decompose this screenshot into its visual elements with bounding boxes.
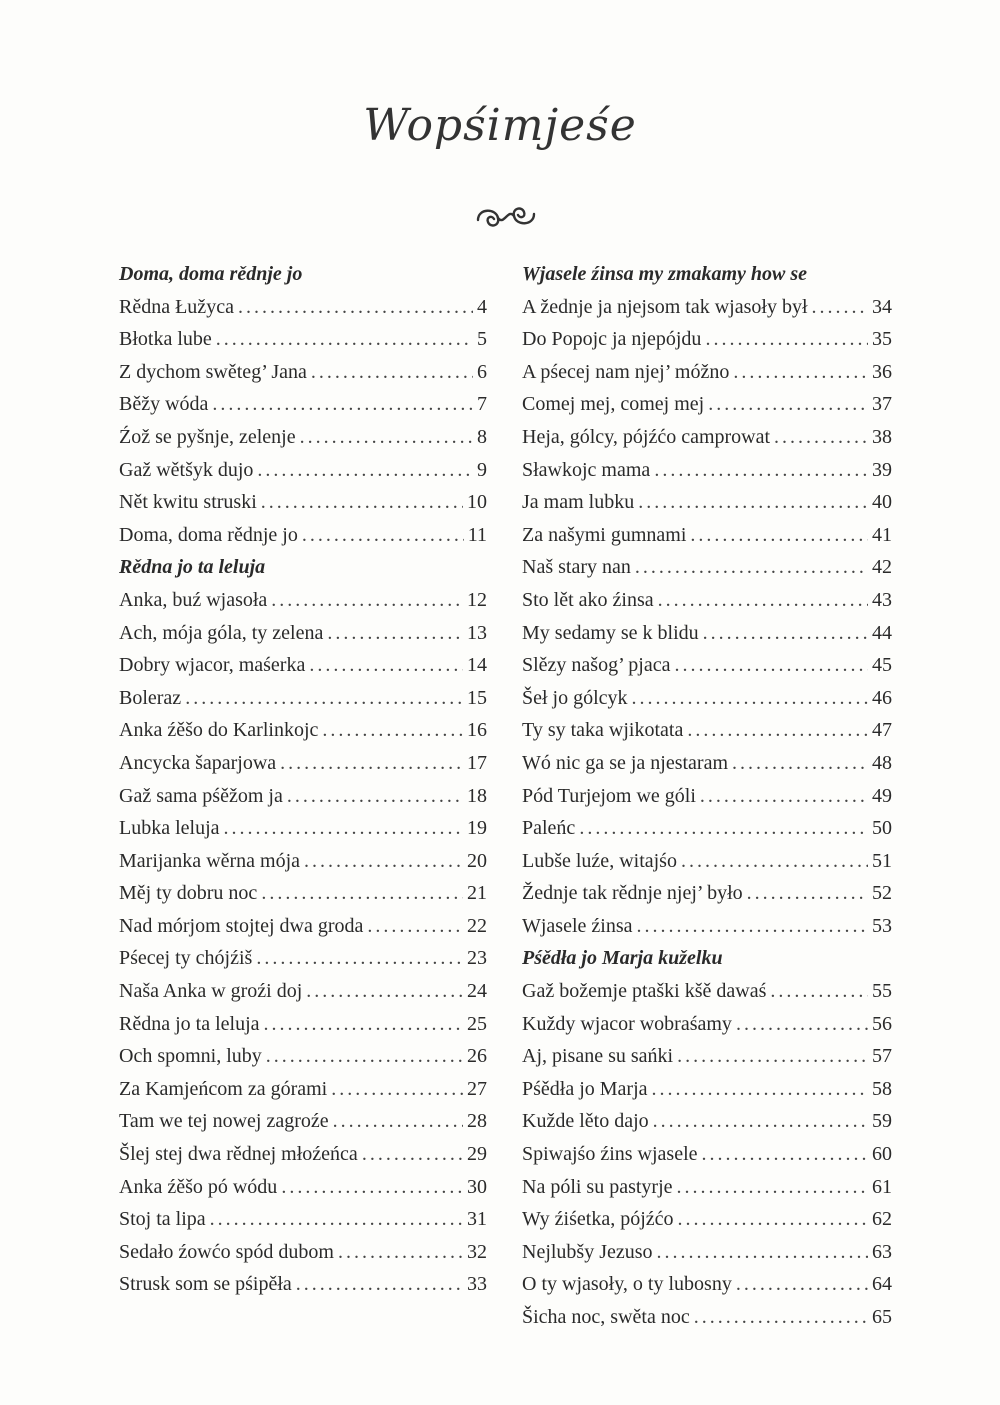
- dot-leader: [309, 649, 463, 682]
- page-number: 48: [872, 751, 892, 774]
- toc-entry[interactable]: [522, 812, 892, 845]
- entry-title: Stoj ta lipa: [119, 1208, 206, 1231]
- entry-title: Marijanka wěrna mója: [119, 849, 301, 872]
- page-number: 46: [872, 686, 892, 709]
- toc-entry[interactable]: [522, 1268, 892, 1301]
- ornament-flourish-icon: [470, 200, 542, 234]
- page-number: 6: [477, 360, 487, 383]
- page-number: 24: [467, 980, 487, 1003]
- toc-entry[interactable]: [119, 910, 487, 943]
- dot-leader: [266, 1040, 463, 1073]
- page-number: 41: [872, 523, 892, 546]
- dot-leader: [635, 551, 868, 584]
- page-number: 13: [467, 621, 487, 644]
- section-heading: Doma, doma rědnje jo: [119, 263, 303, 285]
- toc-entry[interactable]: [119, 617, 487, 650]
- dot-leader: [311, 356, 473, 389]
- page-number: 22: [467, 914, 487, 937]
- dot-leader: [256, 942, 463, 975]
- dot-leader: [677, 1171, 868, 1204]
- entry-title: Ach, mója góla, ty zelena: [119, 621, 324, 644]
- page-number: 21: [467, 882, 487, 905]
- page-number: 37: [872, 393, 892, 416]
- dot-leader: [654, 454, 868, 487]
- page-number: 17: [467, 751, 487, 774]
- toc-entry[interactable]: [119, 1008, 487, 1041]
- page-number: 39: [872, 458, 892, 481]
- entry-title: Wy źiśetka, pójźćo: [522, 1208, 674, 1231]
- dot-leader: [703, 617, 868, 650]
- toc-entry[interactable]: [522, 519, 892, 552]
- page-number: 27: [467, 1077, 487, 1100]
- entry-title: Pód Turjejom we góli: [522, 784, 696, 807]
- toc-entry[interactable]: [119, 1073, 487, 1106]
- page-number: 49: [872, 784, 892, 807]
- toc-entry[interactable]: [522, 486, 892, 519]
- entry-title: Pśecej ty chójźiš: [119, 947, 253, 970]
- toc-entry[interactable]: [522, 975, 892, 1008]
- page-number: 52: [872, 882, 892, 905]
- dot-leader: [322, 714, 463, 747]
- entry-title: Paleńc: [522, 817, 576, 840]
- dot-leader: [287, 780, 463, 813]
- page-number: 50: [872, 817, 892, 840]
- page-number: 64: [872, 1273, 892, 1296]
- toc-entry[interactable]: [522, 291, 892, 324]
- page-number: 59: [872, 1110, 892, 1133]
- dot-leader: [678, 1203, 868, 1236]
- page-number: 12: [467, 588, 487, 611]
- toc-entry[interactable]: [522, 1105, 892, 1138]
- dot-leader: [637, 910, 869, 943]
- page-number: 20: [467, 849, 487, 872]
- toc-entry[interactable]: [522, 454, 892, 487]
- entry-title: Naša Anka w groźi doj: [119, 980, 303, 1003]
- dot-leader: [657, 1236, 868, 1269]
- page-number: 14: [467, 654, 487, 677]
- entry-title: Źož se pyšnje, zelenje: [119, 425, 296, 448]
- dot-leader: [261, 877, 463, 910]
- dot-leader: [690, 519, 868, 552]
- entry-title: Sedało źowćo spód dubom: [119, 1240, 334, 1263]
- entry-title: Za Kamjeńcom za górami: [119, 1077, 328, 1100]
- page-number: 58: [872, 1077, 892, 1100]
- dot-leader: [362, 1138, 463, 1171]
- entry-title: Pśědła jo Marja: [522, 1077, 648, 1100]
- entry-title: Šlej stej dwa rědnej młoźeńca: [119, 1143, 358, 1166]
- entry-title: Slězy našog’ pjaca: [522, 654, 671, 677]
- dot-leader: [304, 845, 463, 878]
- toc-entry[interactable]: [522, 682, 892, 715]
- dot-leader: [812, 291, 869, 324]
- dot-leader: [306, 975, 463, 1008]
- page-number: 61: [872, 1175, 892, 1198]
- toc-entry[interactable]: [522, 1236, 892, 1269]
- dot-leader: [281, 1171, 463, 1204]
- toc-entry[interactable]: [119, 845, 487, 878]
- toc-entry[interactable]: [119, 454, 487, 487]
- section-heading: Wjasele źinsa my zmakamy how se: [522, 263, 808, 285]
- entry-title: Rědna Łužyca: [119, 295, 234, 318]
- page-number: 11: [467, 523, 487, 546]
- page-number: 32: [467, 1240, 487, 1263]
- dot-leader: [677, 1040, 868, 1073]
- dot-leader: [681, 845, 868, 878]
- toc-entry[interactable]: [119, 780, 487, 813]
- page-number: 56: [872, 1012, 892, 1035]
- page-number: 16: [467, 719, 487, 742]
- toc-entry[interactable]: [119, 714, 487, 747]
- entry-title: Na póli su pastyrje: [522, 1175, 673, 1198]
- toc-entry[interactable]: [522, 617, 892, 650]
- toc-entry[interactable]: [119, 1138, 487, 1171]
- page-number: 38: [872, 425, 892, 448]
- entry-title: Doma, doma rědnje jo: [119, 523, 298, 546]
- entry-title: Sto lět ako źinsa: [522, 588, 654, 611]
- dot-leader: [674, 649, 868, 682]
- page-number: 9: [477, 458, 487, 481]
- entry-title: Rědna jo ta leluja: [119, 1012, 260, 1035]
- dot-leader: [185, 682, 463, 715]
- page-number: 30: [467, 1175, 487, 1198]
- entry-title: Z dychom swěteg’ Jana: [119, 360, 307, 383]
- toc-entry[interactable]: [119, 975, 487, 1008]
- page-number: 40: [872, 491, 892, 514]
- toc-entry[interactable]: [119, 812, 487, 845]
- dot-leader: [736, 1008, 868, 1041]
- dot-leader: [296, 1268, 463, 1301]
- toc-entry[interactable]: [522, 1138, 892, 1171]
- dot-leader: [694, 1301, 868, 1334]
- toc-entry[interactable]: [119, 584, 487, 617]
- dot-leader: [705, 323, 868, 356]
- dot-leader: [770, 975, 868, 1008]
- toc-entry[interactable]: [119, 486, 487, 519]
- dot-leader: [216, 323, 473, 356]
- page-number: 4: [477, 295, 487, 318]
- dot-leader: [210, 1203, 463, 1236]
- dot-leader: [732, 747, 868, 780]
- dot-leader: [280, 747, 463, 780]
- page-number: 63: [872, 1240, 892, 1263]
- dot-leader: [687, 714, 868, 747]
- page-number: 31: [467, 1208, 487, 1231]
- page-number: 62: [872, 1208, 892, 1231]
- dot-leader: [367, 910, 463, 943]
- dot-leader: [257, 454, 473, 487]
- entry-title: Naš stary nan: [522, 556, 631, 579]
- section-heading: Pśědła jo Marja kuželku: [522, 947, 723, 970]
- toc-entry[interactable]: [522, 1073, 892, 1106]
- entry-title: O ty wjasoły, o ty lubosny: [522, 1273, 732, 1296]
- dot-leader: [338, 1236, 463, 1269]
- page-number: 19: [467, 817, 487, 840]
- toc-entry[interactable]: [119, 649, 487, 682]
- entry-title: Do Popojc ja njepójdu: [522, 328, 702, 351]
- dot-leader: [774, 421, 868, 454]
- entry-title: Gaž božemje ptaški kšě dawaś: [522, 980, 767, 1003]
- dot-leader: [327, 617, 463, 650]
- toc-entry[interactable]: [522, 714, 892, 747]
- toc-entry[interactable]: [119, 323, 487, 356]
- toc-right-column: [522, 258, 892, 1334]
- page-number: 57: [872, 1045, 892, 1068]
- dot-leader: [652, 1073, 868, 1106]
- page-number: 29: [467, 1143, 487, 1166]
- toc-entry[interactable]: [522, 877, 892, 910]
- dot-leader: [736, 1268, 868, 1301]
- toc-entry[interactable]: [522, 323, 892, 356]
- toc-entry[interactable]: [119, 747, 487, 780]
- toc-entry[interactable]: [119, 421, 487, 454]
- page-number: 15: [467, 686, 487, 709]
- entry-title: Anka źěšo do Karlinkojc: [119, 719, 319, 742]
- entry-title: Boleraz: [119, 686, 182, 709]
- entry-title: My sedamy se k blidu: [522, 621, 699, 644]
- toc-entry[interactable]: [522, 1203, 892, 1236]
- page-number: 25: [467, 1012, 487, 1035]
- page-number: 60: [872, 1143, 892, 1166]
- entry-title: Ty sy taka wjikotata: [522, 719, 684, 742]
- toc-entry[interactable]: [119, 519, 487, 552]
- toc-entry[interactable]: [119, 388, 487, 421]
- page-number: 36: [872, 360, 892, 383]
- page-number: 23: [467, 947, 487, 970]
- page-number: 65: [872, 1306, 892, 1328]
- page-number: 26: [467, 1045, 487, 1068]
- dot-leader: [300, 421, 473, 454]
- toc-entry[interactable]: [522, 747, 892, 780]
- entry-title: Nad mórjom stojtej dwa groda: [119, 914, 364, 937]
- entry-title: Wó nic ga se ja njestaram: [522, 751, 729, 774]
- entry-title: Běžy wóda: [119, 393, 209, 416]
- entry-title: Och spomni, luby: [119, 1045, 262, 1068]
- page-number: 18: [467, 784, 487, 807]
- page-number: 47: [872, 719, 892, 742]
- toc-entry[interactable]: [119, 877, 487, 910]
- entry-title: Heja, gólcy, pójźćo camprowat: [522, 425, 771, 448]
- entry-title: Nejlubšy Jezuso: [522, 1240, 653, 1263]
- entry-title: Nět kwitu struski: [119, 491, 257, 514]
- page-number: 42: [872, 556, 892, 579]
- entry-title: Anka źěšo pó wódu: [119, 1175, 278, 1198]
- page-number: 51: [872, 849, 892, 872]
- entry-title: Ja mam lubku: [522, 491, 635, 514]
- page-number: 8: [477, 425, 487, 448]
- toc-entry[interactable]: [522, 845, 892, 878]
- toc-entry[interactable]: [119, 1105, 487, 1138]
- page-number: 55: [872, 980, 892, 1003]
- toc-entry[interactable]: [522, 649, 892, 682]
- toc-entry[interactable]: [119, 682, 487, 715]
- entry-title: Ancycka šaparjowa: [119, 751, 277, 774]
- dot-leader: [264, 1008, 463, 1041]
- entry-title: Aj, pisane su sańki: [522, 1045, 674, 1068]
- dot-leader: [700, 780, 868, 813]
- dot-leader: [638, 486, 868, 519]
- page-number: 5: [477, 328, 487, 351]
- toc-entry[interactable]: [522, 1171, 892, 1204]
- entry-title: Lubše luźe, witajśo: [522, 849, 677, 872]
- dot-leader: [271, 584, 463, 617]
- entry-title: Gaž sama pśěžom ja: [119, 784, 283, 807]
- dot-leader: [702, 1138, 868, 1171]
- toc-entry[interactable]: [522, 388, 892, 421]
- entry-title: Gaž wětšyk dujo: [119, 458, 254, 481]
- dot-leader: [658, 584, 868, 617]
- page-number: 35: [872, 328, 892, 351]
- toc-entry[interactable]: [522, 584, 892, 617]
- dot-leader: [212, 388, 473, 421]
- toc-entry[interactable]: [119, 1040, 487, 1073]
- entry-title: Błotka lube: [119, 328, 212, 351]
- entry-title: Kužde lěto dajo: [522, 1110, 649, 1133]
- page-number: 7: [477, 393, 487, 416]
- dot-leader: [224, 812, 463, 845]
- toc-entry[interactable]: [119, 356, 487, 389]
- toc-left-column: [119, 258, 487, 1301]
- toc-entry[interactable]: [522, 551, 892, 584]
- toc-entry[interactable]: [522, 780, 892, 813]
- toc-entry[interactable]: [119, 1171, 487, 1204]
- dot-leader: [733, 356, 868, 389]
- toc-entry[interactable]: [119, 942, 487, 975]
- dot-leader: [632, 682, 868, 715]
- dot-leader: [302, 519, 464, 552]
- toc-entry[interactable]: [119, 1268, 487, 1301]
- page-number: 53: [872, 914, 892, 937]
- toc-entry[interactable]: [522, 421, 892, 454]
- entry-title: Šeł jo gólcyk: [522, 686, 628, 709]
- dot-leader: [708, 388, 868, 421]
- page-number: 33: [467, 1273, 487, 1296]
- page-number: 45: [872, 654, 892, 677]
- entry-title: Sławkojc mama: [522, 458, 651, 481]
- toc-entry[interactable]: [119, 291, 487, 324]
- page-number: 10: [467, 491, 487, 514]
- toc-entry[interactable]: [522, 910, 892, 943]
- section-heading: Rědna jo ta leluja: [119, 556, 266, 579]
- toc-entry[interactable]: [522, 356, 892, 389]
- toc-entry[interactable]: [522, 1008, 892, 1041]
- page-number: 34: [872, 295, 892, 318]
- entry-title: Tam we tej nowej zagroźe: [119, 1110, 329, 1133]
- entry-title: A žednje ja njejsom tak wjasoły był: [522, 295, 808, 318]
- toc-entry[interactable]: [119, 1236, 487, 1269]
- dot-leader: [331, 1073, 463, 1106]
- entry-title: Wjasele źinsa: [522, 914, 633, 937]
- dot-leader: [653, 1105, 868, 1138]
- entry-title: Měj ty dobru noc: [119, 882, 258, 905]
- entry-title: Dobry wjacor, maśerka: [119, 654, 306, 677]
- entry-title: Strusk som se pśipěła: [119, 1273, 292, 1296]
- entry-title: Kuždy wjacor wobraśamy: [522, 1012, 732, 1035]
- dot-leader: [747, 877, 868, 910]
- dot-leader: [261, 486, 463, 519]
- page-number: 43: [872, 588, 892, 611]
- dot-leader: [579, 812, 868, 845]
- entry-title: Lubka leluja: [119, 817, 220, 840]
- entry-title: Anka, buź wjasoła: [119, 588, 268, 611]
- page-number: 44: [872, 621, 892, 644]
- toc-entry[interactable]: [119, 1203, 487, 1236]
- toc-entry[interactable]: [522, 1040, 892, 1073]
- dot-leader: [238, 291, 473, 324]
- entry-title: Spiwajśo źins wjasele: [522, 1143, 698, 1166]
- entry-title: Comej mej, comej mej: [522, 393, 705, 416]
- entry-title: Za našymi gumnami: [522, 523, 687, 546]
- page-title: Wopśimjeśe: [363, 100, 637, 151]
- dot-leader: [333, 1105, 463, 1138]
- entry-title: Žednje tak rědnje njej’ było: [522, 882, 743, 905]
- entry-title: A pśecej nam njej’ móžno: [522, 360, 730, 383]
- page-number: 28: [467, 1110, 487, 1133]
- entry-title: Šicha noc, swěta noc: [522, 1306, 690, 1328]
- toc-entry[interactable]: [522, 1301, 892, 1334]
